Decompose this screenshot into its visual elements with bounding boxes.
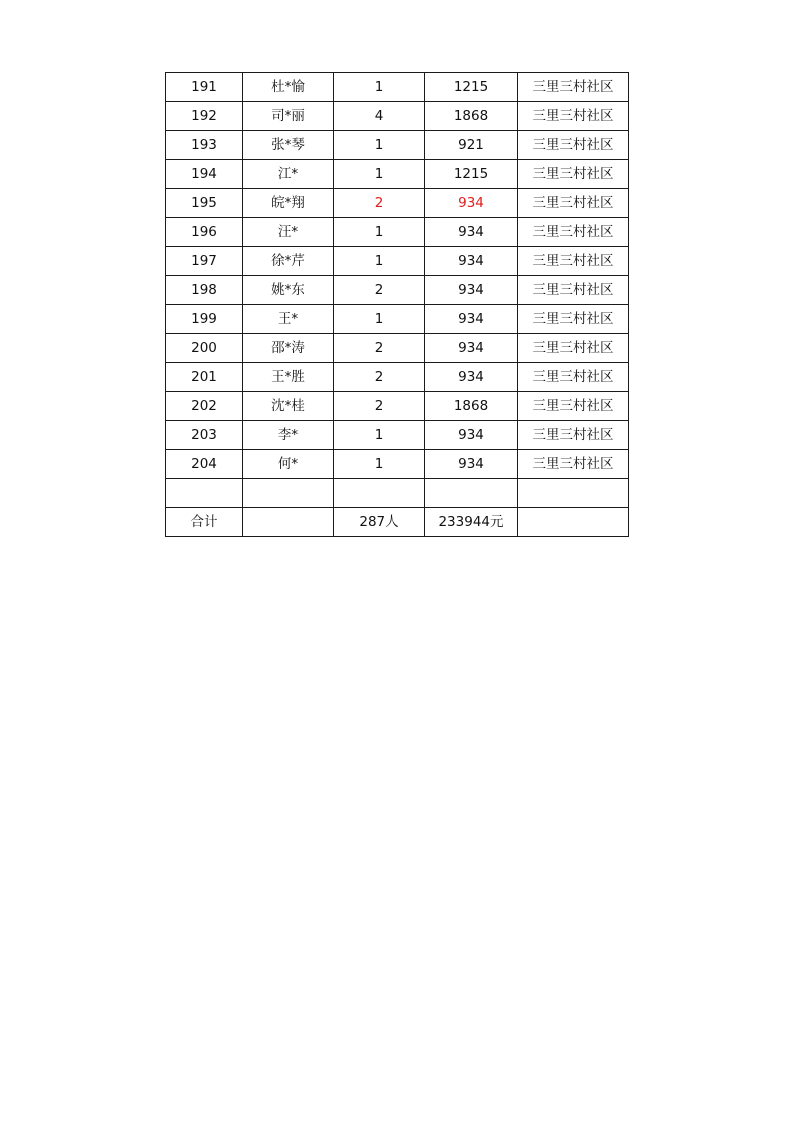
community: 三里三村社区 xyxy=(518,276,629,305)
person-count: 2 xyxy=(334,392,425,421)
amount: 934 xyxy=(425,421,518,450)
person-count: 1 xyxy=(334,131,425,160)
amount: 934 xyxy=(425,276,518,305)
person-name: 王* xyxy=(243,305,334,334)
amount: 934 xyxy=(425,363,518,392)
row-number: 196 xyxy=(166,218,243,247)
amount: 1868 xyxy=(425,392,518,421)
table-row-highlighted xyxy=(166,189,629,218)
person-count: 1 xyxy=(334,247,425,276)
person-name: 王*胜 xyxy=(243,363,334,392)
total-count: 287人 xyxy=(334,508,425,537)
person-count: 1 xyxy=(334,450,425,479)
empty-cell xyxy=(334,479,425,508)
table-row xyxy=(166,247,629,276)
row-number: 199 xyxy=(166,305,243,334)
empty-row xyxy=(166,479,629,508)
row-number: 204 xyxy=(166,450,243,479)
community: 三里三村社区 xyxy=(518,73,629,102)
person-name: 沈*桂 xyxy=(243,392,334,421)
community: 三里三村社区 xyxy=(518,102,629,131)
amount: 934 xyxy=(425,334,518,363)
row-number: 192 xyxy=(166,102,243,131)
person-count: 2 xyxy=(334,276,425,305)
community: 三里三村社区 xyxy=(518,421,629,450)
table-body xyxy=(166,73,629,537)
table-row xyxy=(166,73,629,102)
community: 三里三村社区 xyxy=(518,334,629,363)
table-row xyxy=(166,363,629,392)
table-row xyxy=(166,276,629,305)
empty-cell xyxy=(243,479,334,508)
empty-cell xyxy=(518,479,629,508)
amount: 934 xyxy=(425,305,518,334)
table-row xyxy=(166,131,629,160)
row-number: 202 xyxy=(166,392,243,421)
amount: 934 xyxy=(425,450,518,479)
community: 三里三村社区 xyxy=(518,218,629,247)
empty-cell xyxy=(425,479,518,508)
table-row xyxy=(166,218,629,247)
amount: 1215 xyxy=(425,73,518,102)
community: 三里三村社区 xyxy=(518,392,629,421)
person-name: 徐*芹 xyxy=(243,247,334,276)
amount: 1868 xyxy=(425,102,518,131)
person-count-highlighted: 2 xyxy=(334,189,425,218)
person-count: 2 xyxy=(334,334,425,363)
person-name: 张*琴 xyxy=(243,131,334,160)
table-row xyxy=(166,160,629,189)
row-number: 203 xyxy=(166,421,243,450)
person-count: 4 xyxy=(334,102,425,131)
person-name: 李* xyxy=(243,421,334,450)
table-row xyxy=(166,392,629,421)
empty-cell xyxy=(166,479,243,508)
amount: 1215 xyxy=(425,160,518,189)
person-name: 杜*愉 xyxy=(243,73,334,102)
row-number: 200 xyxy=(166,334,243,363)
subsidy-table xyxy=(165,72,629,537)
row-number: 193 xyxy=(166,131,243,160)
person-count: 1 xyxy=(334,305,425,334)
empty-cell xyxy=(243,508,334,537)
person-name: 邵*涛 xyxy=(243,334,334,363)
community: 三里三村社区 xyxy=(518,189,629,218)
community: 三里三村社区 xyxy=(518,305,629,334)
person-count: 1 xyxy=(334,421,425,450)
person-name: 司*丽 xyxy=(243,102,334,131)
total-amount: 233944元 xyxy=(425,508,518,537)
person-count: 2 xyxy=(334,363,425,392)
table-row xyxy=(166,334,629,363)
total-label: 合计 xyxy=(166,508,243,537)
amount: 921 xyxy=(425,131,518,160)
person-name: 汪* xyxy=(243,218,334,247)
row-number: 195 xyxy=(166,189,243,218)
table-row xyxy=(166,421,629,450)
row-number: 197 xyxy=(166,247,243,276)
person-count: 1 xyxy=(334,73,425,102)
row-number: 198 xyxy=(166,276,243,305)
community: 三里三村社区 xyxy=(518,363,629,392)
community: 三里三村社区 xyxy=(518,247,629,276)
row-number: 191 xyxy=(166,73,243,102)
total-row xyxy=(166,508,629,537)
row-number: 201 xyxy=(166,363,243,392)
person-count: 1 xyxy=(334,160,425,189)
community: 三里三村社区 xyxy=(518,160,629,189)
amount: 934 xyxy=(425,247,518,276)
table-row xyxy=(166,305,629,334)
table-row xyxy=(166,450,629,479)
person-count: 1 xyxy=(334,218,425,247)
community: 三里三村社区 xyxy=(518,131,629,160)
row-number: 194 xyxy=(166,160,243,189)
amount: 934 xyxy=(425,218,518,247)
person-name: 何* xyxy=(243,450,334,479)
community: 三里三村社区 xyxy=(518,450,629,479)
person-name: 江* xyxy=(243,160,334,189)
person-name: 皖*翔 xyxy=(243,189,334,218)
person-name: 姚*东 xyxy=(243,276,334,305)
empty-cell xyxy=(518,508,629,537)
table-row xyxy=(166,102,629,131)
amount-highlighted: 934 xyxy=(425,189,518,218)
